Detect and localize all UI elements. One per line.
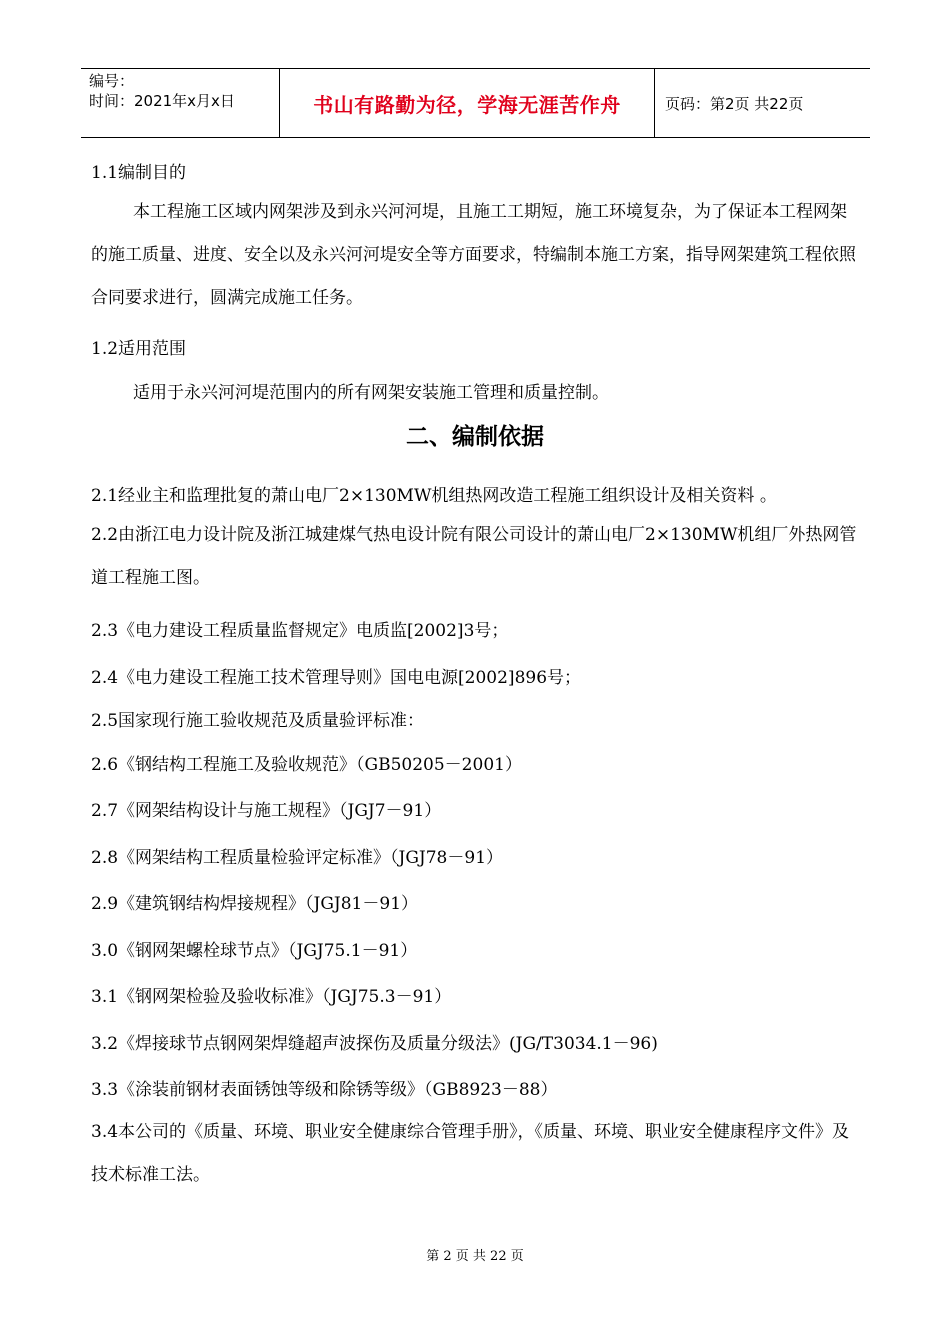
basis-item: 3.0《钢网架螺栓球节点》（JGJ75.1－91） bbox=[91, 941, 418, 961]
basis-item: 2.6《钢结构工程施工及验收规范》（GB50205－2001） bbox=[91, 755, 522, 775]
basis-item: 2.7《网架结构设计与施工规程》（JGJ7－91） bbox=[91, 801, 442, 821]
basis-item: 2.1经业主和监理批复的萧山电厂2×130MW机组热网改造工程施工组织设计及相关资料 。 bbox=[91, 486, 777, 506]
section-1-2-title: 1.2适用范围 bbox=[91, 339, 187, 359]
document-date: 时间：2021年x月x日 bbox=[89, 92, 235, 110]
basis-item: 2.9《建筑钢结构焊接规程》（JGJ81－91） bbox=[91, 894, 419, 914]
basis-item: 3.2《焊接球节点钢网架焊缝超声波探伤及质量分级法》(JG/T3034.1－96) bbox=[91, 1034, 658, 1054]
basis-item: 3.3《涂装前钢材表面锈蚀等级和除锈等级》（GB8923－88） bbox=[91, 1080, 558, 1100]
section-1-1-title: 1.1编制目的 bbox=[91, 163, 187, 183]
basis-item: 2.8《网架结构工程质量检验评定标准》（JGJ78－91） bbox=[91, 848, 504, 868]
header-meta bbox=[81, 69, 280, 137]
header-page-number: 页码：第2页 共22页 bbox=[665, 94, 804, 113]
section-2-heading: 二、编制依据 bbox=[406, 424, 544, 450]
page-footer: 第 2 页 共 22 页 bbox=[426, 1249, 524, 1264]
section-1-1-body: 本工程施工区域内网架涉及到永兴河河堤，且施工工期短，施工环境复杂，为了保证本工程网架的施工质量、进度、安全以及永兴河河堤安全等方面要求，特编制本施工方案，指导网架建筑工程依照合同要求进行，圆满完成施工任务。 bbox=[91, 202, 856, 308]
basis-item: 2.3《电力建设工程质量监督规定》电质监[2002]3号； bbox=[91, 621, 509, 641]
basis-item: 2.2由浙江电力设计院及浙江城建煤气热电设计院有限公司设计的萧山电厂2×130MW机组厂外热网管道工程施工图。 bbox=[91, 525, 857, 588]
document-number: 编号： bbox=[89, 72, 135, 90]
section-1-2-body: 适用于永兴河河堤范围内的所有网架安装施工管理和质量控制。 bbox=[133, 383, 609, 403]
page-header bbox=[81, 68, 870, 138]
header-motto: 书山有路勤为径，学海无涯苦作舟 bbox=[280, 69, 655, 137]
basis-item: 2.4《电力建设工程施工技术管理导则》国电电源[2002]896号； bbox=[91, 668, 582, 688]
basis-item: 3.1《钢网架检验及验收标准》（JGJ75.3－91） bbox=[91, 987, 452, 1007]
basis-item: 2.5国家现行施工验收规范及质量验评标准： bbox=[91, 711, 425, 731]
basis-item: 3.4本公司的《质量、环境、职业安全健康综合管理手册》，《质量、环境、职业安全健康程序文件》及技术标准工法。 bbox=[91, 1122, 850, 1185]
